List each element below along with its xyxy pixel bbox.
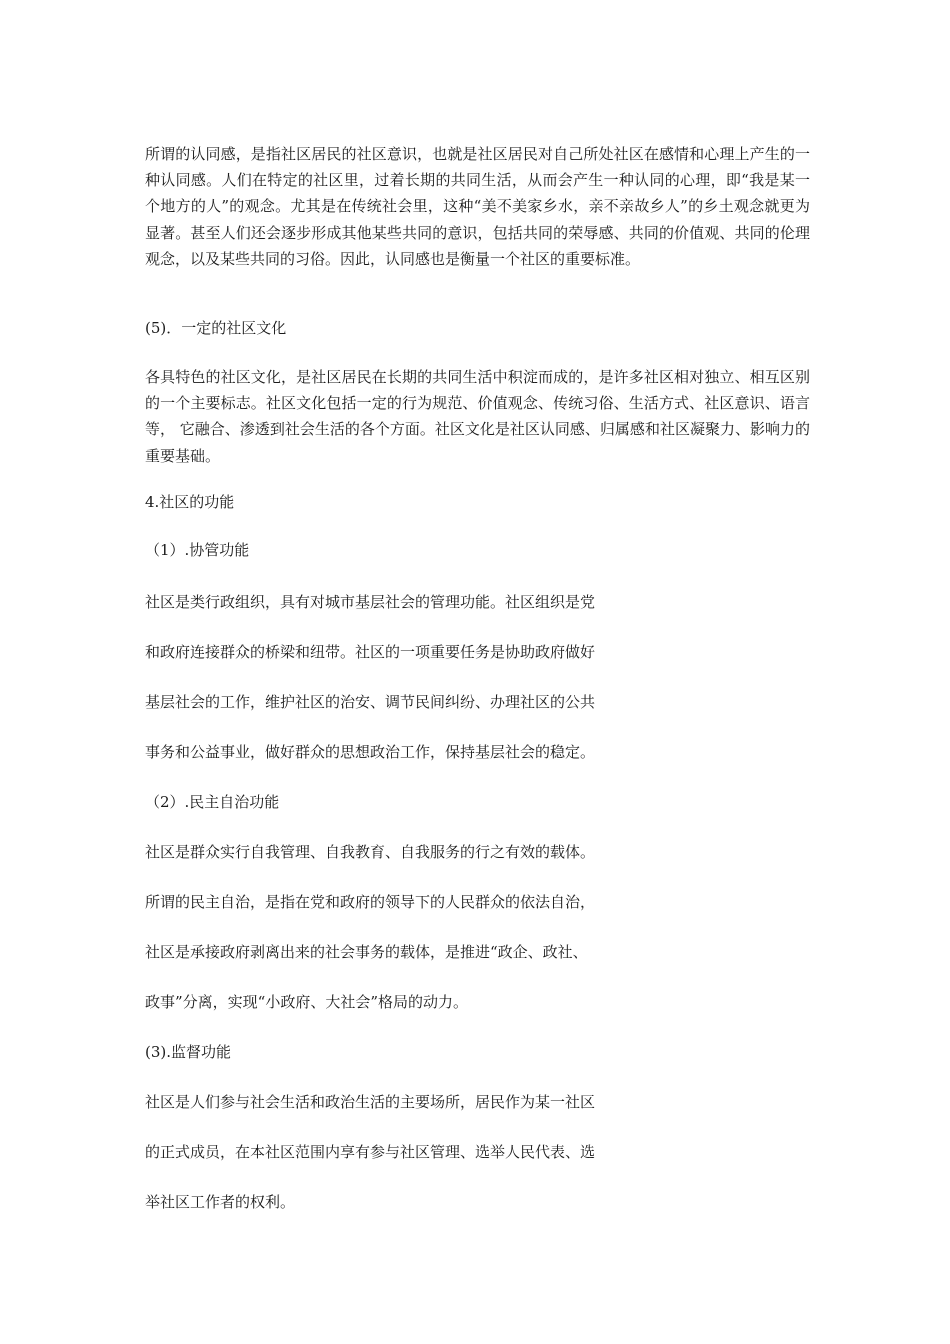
autonomy-line: 所谓的民主自治，是指在党和政府的领导下的人民群众的依法自治， <box>145 893 596 911</box>
supervision-line: 社区是人们参与社会生活和政治生活的主要场所，居民作为某一社区 <box>145 1093 596 1111</box>
coordination-line: 基层社会的工作，维护社区的治安、调节民间纠纷、办理社区的公共 <box>145 693 596 711</box>
heading-supervision-function: (3).监督功能 <box>145 1043 232 1061</box>
paragraph-community-culture: 各具特色的社区文化，是社区居民在长期的共同生活中积淀而成的，是许多社区相对独立、相互区别的一个主要标志。社区文化包括一定的行为规范、价值观念、传统习俗、生活方式、社区意识、语言等， 它融合、渗透到社会生活的各个方面。社区文化是社区认同感、归属感和社区凝聚力、影响力的重要基础。 <box>145 368 810 465</box>
paragraph-identity: 所谓的认同感，是指社区居民的社区意识，也就是社区居民对自己所处社区在感情和心理上产生的一种认同感。人们在特定的社区里，过着长期的共同生活，从而会产生一种认同的心理，即“我是某一个地方的人”的观念。尤其是在传统社会里，这种“美不美家乡水，亲不亲故乡人”的乡土观念就更为显著。甚至人们还会逐步形成其他某些共同的意识，包括共同的荣辱感、共同的价值观、共同的伦理观念，以及某些共同的习俗。因此，认同感也是衡量一个社区的重要标准。 <box>145 145 810 268</box>
autonomy-line: 政事”分离，实现“小政府、大社会”格局的动力。 <box>145 993 469 1011</box>
coordination-line: 和政府连接群众的桥梁和纽带。社区的一项重要任务是协助政府做好 <box>145 643 596 661</box>
coordination-line: 社区是类行政组织，具有对城市基层社会的管理功能。社区组织是党 <box>145 593 596 611</box>
autonomy-line: 社区是承接政府剥离出来的社会事务的载体，是推进“政企、政社、 <box>145 943 588 961</box>
autonomy-line: 社区是群众实行自我管理、自我教育、自我服务的行之有效的载体。 <box>145 843 596 861</box>
supervision-line: 的正式成员，在本社区范围内享有参与社区管理、选举人民代表、选 <box>145 1143 596 1161</box>
heading-coordination-function: （1）.协管功能 <box>145 541 250 559</box>
heading-community-functions: 4.社区的功能 <box>145 493 235 511</box>
coordination-line: 事务和公益事业，做好群众的思想政治工作，保持基层社会的稳定。 <box>145 743 596 761</box>
supervision-line: 举社区工作者的权利。 <box>145 1193 296 1211</box>
heading-community-culture: (5)．一定的社区文化 <box>145 319 287 337</box>
heading-autonomy-function: （2）.民主自治功能 <box>145 793 280 811</box>
